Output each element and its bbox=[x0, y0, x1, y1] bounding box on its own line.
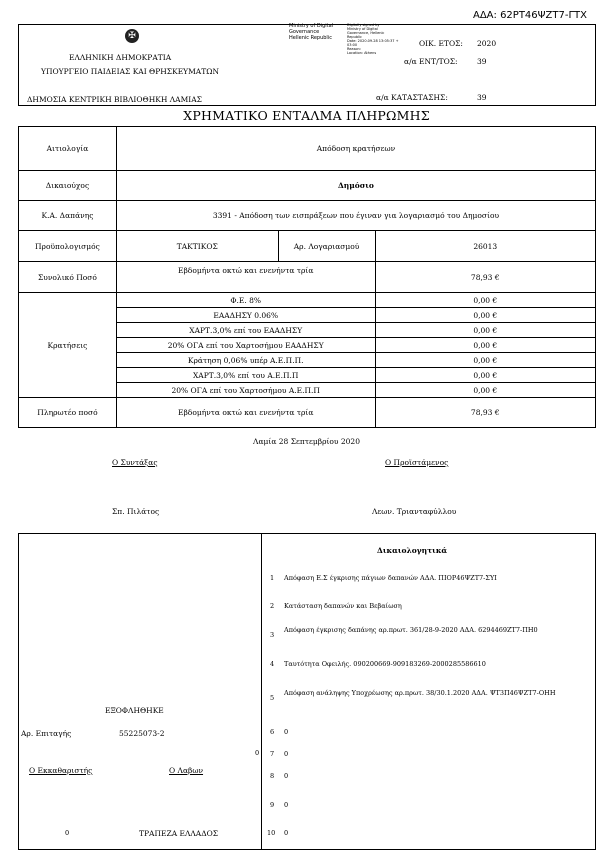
doc-text: Ταυτότητα Οφειλής. 090200669-909183269-2000285586610 bbox=[284, 660, 486, 668]
synoliko-value: 78,93 € bbox=[375, 262, 596, 293]
doc-number: 5 bbox=[270, 694, 275, 702]
table-row bbox=[19, 171, 596, 201]
table-row bbox=[19, 201, 596, 231]
doc-number: 4 bbox=[270, 660, 275, 668]
table-row bbox=[19, 231, 596, 262]
doc-number: 8 bbox=[270, 772, 275, 780]
doc-number: 6 bbox=[270, 728, 275, 736]
krathsh-value: 0,00 € bbox=[375, 308, 596, 323]
org-ministry: ΥΠΟΥΡΓΕΙΟ ΠΑΙΔΕΙΑΣ ΚΑΙ ΘΡΗΣΚΕΥΜΑΤΩΝ bbox=[41, 67, 220, 76]
doc-number: 9 bbox=[270, 801, 275, 809]
greek-emblem-icon: ✠ bbox=[125, 29, 139, 43]
document-header bbox=[18, 24, 596, 106]
syntaksas-name: Σπ. Πιλάτος bbox=[112, 507, 160, 516]
signature-line: Ministry of Digital bbox=[289, 23, 334, 29]
krathsh-name: 20% ΟΓΑ επί του Χαρτοσήμου ΕΑΑΔΗΣΥ bbox=[116, 338, 375, 353]
doc-number: 10 bbox=[267, 829, 276, 837]
dikaiouxos-value: Δημόσιο bbox=[116, 171, 595, 201]
proistamenos-name: Λεων. Τριανταφύλλου bbox=[372, 507, 457, 516]
entalma-value: 39 bbox=[477, 57, 487, 66]
entalma-label: α/α ΕΝΤ/ΤΟΣ: bbox=[404, 57, 458, 66]
doc-number: 1 bbox=[270, 574, 275, 582]
krathsh-name: ΧΑΡΤ.3,0% επί του ΕΑΑΔΗΣΥ bbox=[116, 323, 375, 338]
bank-name: ΤΡΑΠΕΖΑ ΕΛΛΑΔΟΣ bbox=[139, 829, 219, 838]
aitiologia-label: Αιτιολογία bbox=[19, 127, 117, 171]
doc-text: 0 bbox=[284, 728, 289, 736]
krathsh-name: ΕΑΑΔΗΣΥ 0.06% bbox=[116, 308, 375, 323]
krathsh-value: 0,00 € bbox=[375, 383, 596, 398]
doc-text: 0 bbox=[284, 750, 289, 758]
doc-text: 0 bbox=[284, 829, 289, 837]
krathseis-label: Κρατήσεις bbox=[19, 293, 117, 398]
epitagi-label: Αρ. Επιταγής bbox=[21, 729, 72, 738]
katastasi-value: 39 bbox=[477, 93, 487, 102]
logariasmos-value: 26013 bbox=[375, 231, 596, 262]
payment-table bbox=[18, 126, 596, 428]
krathsh-value: 0,00 € bbox=[375, 323, 596, 338]
krathsh-name: ΧΑΡΤ.3,0% επί του Α.Ε.Π.Π bbox=[116, 368, 375, 383]
page-title: ΧΡΗΜΑΤΙΚΟ ΕΝΤΑΛΜΑ ΠΛΗΡΩΜΗΣ bbox=[183, 108, 430, 123]
divider bbox=[261, 534, 262, 849]
krathsh-name: Κράτηση 0,06% υπέρ Α.Ε.Π.Π. bbox=[116, 353, 375, 368]
doc-text: 0 bbox=[284, 772, 289, 780]
plirwteo-words: Εβδομήντα οκτώ και ενενήντα τρία bbox=[116, 398, 375, 428]
doc-text: Απόφαση Ε.Σ έγκρισης πάγιων δαπανών ΑΔΑ. ΠΙΟΡ46ΨΖΤ7-ΣΥΙ bbox=[284, 574, 497, 582]
exoflithike-label: ΕΞΟΦΛΗΘΗΚΕ bbox=[105, 706, 164, 715]
dikaiouxos-label: Δικαιούχος bbox=[19, 171, 117, 201]
krathsh-value: 0,00 € bbox=[375, 338, 596, 353]
zero-value: 0 bbox=[65, 829, 70, 837]
plirwteo-label: Πληρωτέο ποσό bbox=[19, 398, 117, 428]
doc-number: 7 bbox=[270, 750, 275, 758]
syntaksas-label: Ο Συντάξας bbox=[112, 458, 158, 467]
payment-receipt-section bbox=[18, 533, 596, 850]
krathsh-value: 0,00 € bbox=[375, 368, 596, 383]
krathsh-name: 20% ΟΓΑ επί του Χαρτοσήμου Α.Ε.Π.Π bbox=[116, 383, 375, 398]
signature-line: Governance bbox=[289, 29, 320, 35]
doc-text: Απόφαση ανάληψης Υποχρέωσης αρ.πρωτ. 38/30.1.2020 ΑΔΑ. ΨΤ3Π46ΨΖΤ7-ΟΗΗ bbox=[284, 689, 556, 697]
digital-signature bbox=[289, 23, 399, 55]
plirwteo-value: 78,93 € bbox=[375, 398, 596, 428]
doc-text: Απόφαση έγκρισης δαπάνης αρ.πρωτ. 361/28-9-2020 ΑΔΑ. 6294469ΖΤ7-ΠΗ0 bbox=[284, 626, 538, 634]
proypologismos-value: ΤΑΚΤΙΚΟΣ bbox=[116, 231, 278, 262]
krathsh-value: 0,00 € bbox=[375, 293, 596, 308]
synoliko-words: Εβδομήντα οκτώ και ενενήντα τρία bbox=[116, 262, 375, 293]
table-row bbox=[19, 262, 596, 293]
synoliko-label: Συνολικό Ποσό bbox=[19, 262, 117, 293]
proypologismos-label: Προϋπολογισμός bbox=[19, 231, 117, 262]
zero-value: 0 bbox=[255, 749, 260, 757]
document-date: Λαμία 28 Σεπτεμβρίου 2020 bbox=[253, 437, 360, 446]
doc-text: Κατάσταση δαπανών και Βεβαίωση bbox=[284, 602, 402, 610]
lavon-label: Ο Λαβων bbox=[169, 766, 204, 775]
year-label: ΟΙΚ. ΕΤΟΣ: bbox=[419, 39, 463, 48]
org-republic: ΕΛΛΗΝΙΚΗ ΔΗΜΟΚΡΑΤΙΑ bbox=[69, 53, 172, 62]
ekkatharistis-label: Ο Εκκαθαριστής bbox=[29, 766, 93, 775]
signature-details: Digitally signed by Ministry of Digital Governance, Hellenic Republic Date: 2020.09.28 13:05:37 + 03:00 Reason: Location: Athens bbox=[347, 23, 399, 55]
logariasmos-label: Αρ. Λογαριασμού bbox=[278, 231, 375, 262]
ka-label: Κ.Α. Δαπάνης bbox=[19, 201, 117, 231]
ka-value: 3391 - Απόδοση των εισπράξεων που έγιναν για λογαριασμό του Δημοσίου bbox=[116, 201, 595, 231]
table-row bbox=[19, 293, 596, 308]
doc-number: 2 bbox=[270, 602, 275, 610]
doc-text: 0 bbox=[284, 801, 289, 809]
krathsh-value: 0,00 € bbox=[375, 353, 596, 368]
ada-code: ΑΔΑ: 62ΡΤ46ΨΖΤ7-ΓΤΧ bbox=[473, 10, 587, 21]
katastasi-label: α/α ΚΑΤΑΣΤΑΣΗΣ: bbox=[376, 93, 448, 102]
signature-line: Hellenic Republic bbox=[289, 35, 332, 41]
dikaiologitika-title: Δικαιολογητικά bbox=[377, 546, 448, 555]
table-row bbox=[19, 127, 596, 171]
doc-number: 3 bbox=[270, 631, 275, 639]
org-library: ΔΗΜΟΣΙΑ ΚΕΝΤΡΙΚΗ ΒΙΒΛΙΟΘΗΚΗ ΛΑΜΙΑΣ bbox=[27, 95, 202, 104]
proistamenos-label: Ο Προϊστάμενος bbox=[385, 458, 449, 467]
aitiologia-value: Απόδοση κρατήσεων bbox=[116, 127, 595, 171]
krathsh-name: Φ.Ε. 8% bbox=[116, 293, 375, 308]
epitagi-value: 55225073-2 bbox=[119, 729, 165, 738]
table-row bbox=[19, 398, 596, 428]
year-value: 2020 bbox=[477, 39, 497, 48]
